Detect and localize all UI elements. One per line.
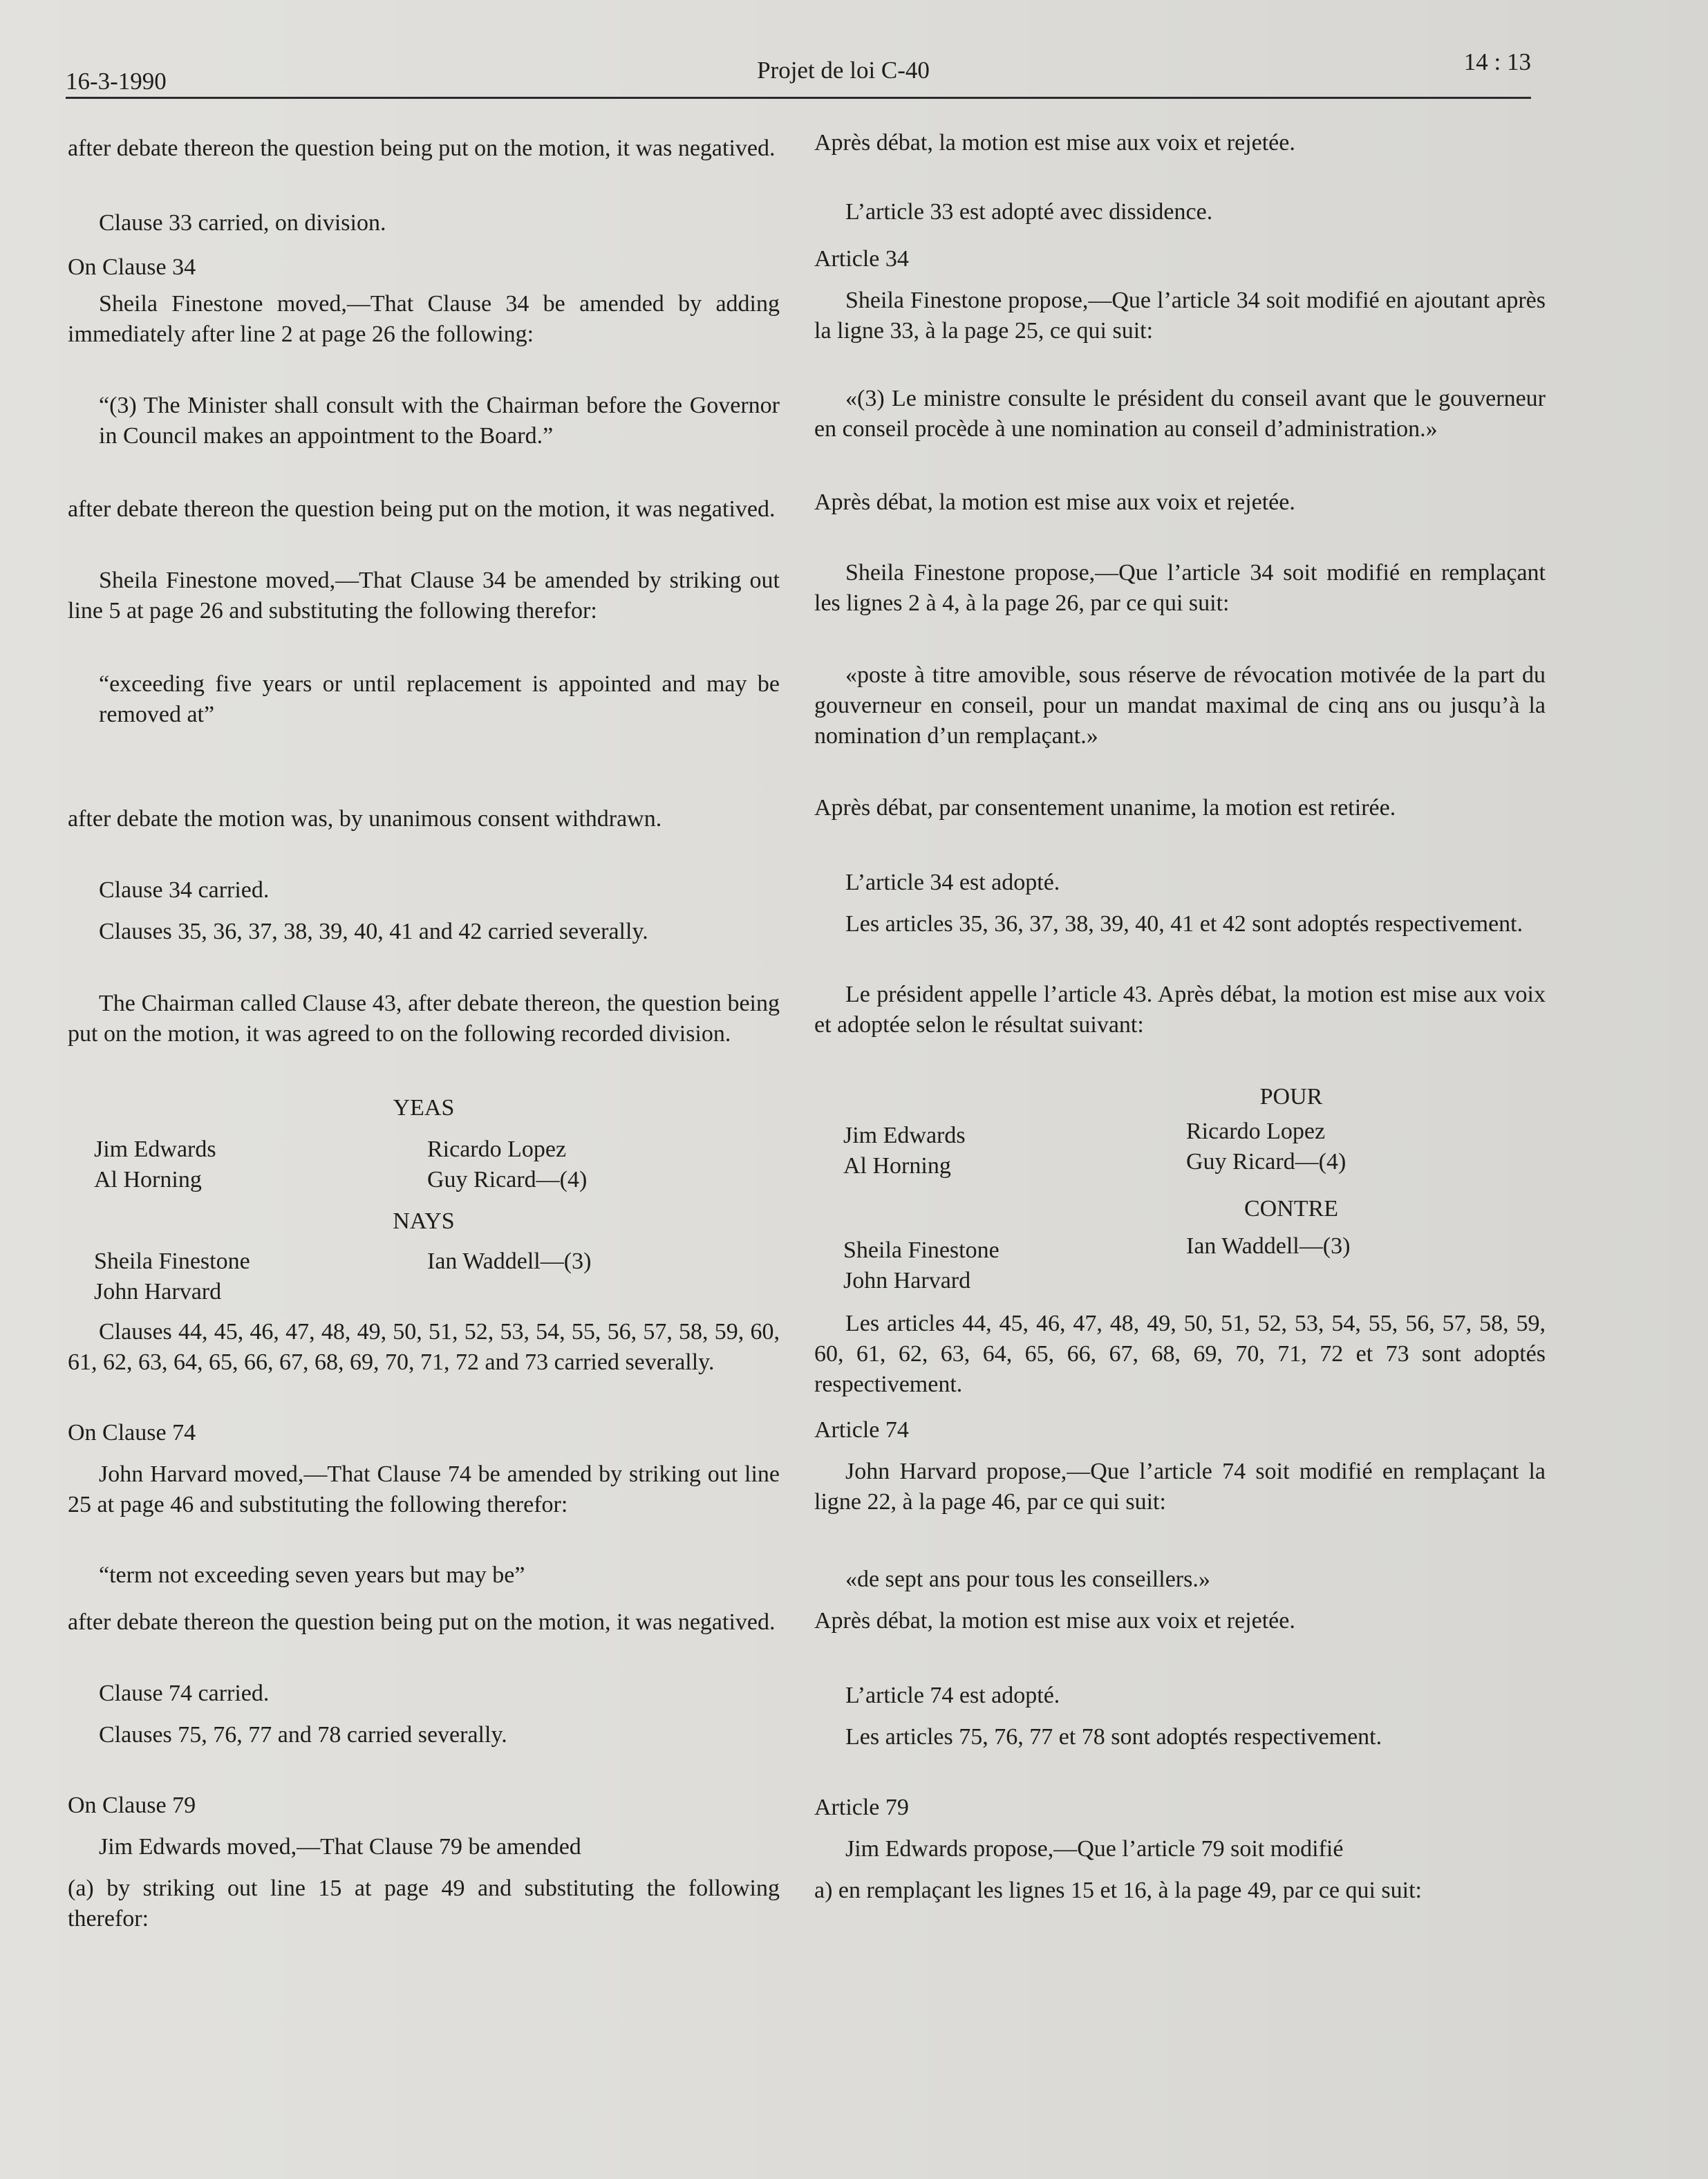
fr-paragraph: Le président appelle l’article 43. Après débat, la motion est mise aux voix et adoptée selon le résultat suivant:: [814, 982, 1546, 1038]
fr-heading: Article 34: [814, 246, 909, 272]
contre-heading: CONTRE: [1244, 1196, 1338, 1222]
voter-name: Guy Ricard—(4): [1186, 1149, 1346, 1175]
fr-heading: Article 74: [814, 1417, 909, 1443]
voter-name: Al Horning: [843, 1153, 951, 1179]
en-quote: “term not exceeding seven years but may be”: [99, 1562, 525, 1588]
voter-name: Ian Waddell—(3): [1186, 1233, 1351, 1259]
fr-paragraph: Après débat, la motion est mise aux voix et rejetée.: [814, 1608, 1295, 1634]
en-paragraph: Clause 33 carried, on division.: [99, 210, 386, 236]
en-paragraph: The Chairman called Clause 43, after debate thereon, the question being put on the motion, it was agreed to on the following recorded division.: [68, 991, 780, 1047]
en-paragraph: after debate thereon the question being put on the motion, it was negatived.: [68, 135, 776, 161]
fr-paragraph: Les articles 75, 76, 77 et 78 sont adoptés respectivement.: [845, 1724, 1382, 1750]
page-header: [66, 48, 1531, 99]
voter-name: John Harvard: [843, 1268, 971, 1293]
en-paragraph: after debate thereon the question being put on the motion, it was negatived.: [68, 1609, 776, 1635]
voter-name: John Harvard: [94, 1279, 222, 1304]
fr-paragraph: Les articles 35, 36, 37, 38, 39, 40, 41 et 42 sont adoptés respectivement.: [845, 911, 1523, 937]
voter-name: Guy Ricard—(4): [427, 1167, 588, 1193]
en-quote: “exceeding five years or until replacement is appointed and may be removed at”: [99, 671, 780, 727]
en-paragraph: Sheila Finestone moved,—That Clause 34 be amended by adding immediately after line 2 at page 26 the following:: [68, 291, 780, 347]
fr-paragraph: Après débat, la motion est mise aux voix et rejetée.: [814, 130, 1295, 156]
voter-name: Ricardo Lopez: [1186, 1119, 1326, 1144]
fr-paragraph: Les articles 44, 45, 46, 47, 48, 49, 50, 51, 52, 53, 54, 55, 56, 57, 58, 59, 60, 61, 62, 63, 64, 65, 66, 67, 68, 69, 70, 71, 72 et 73 sont adoptés respectivement.: [814, 1311, 1546, 1397]
voter-name: Sheila Finestone: [94, 1249, 250, 1274]
en-paragraph: Clauses 35, 36, 37, 38, 39, 40, 41 and 42 carried severally.: [99, 919, 648, 944]
nays-heading: NAYS: [393, 1208, 455, 1234]
pour-heading: POUR: [1259, 1084, 1323, 1110]
fr-heading: Article 79: [814, 1795, 909, 1820]
voter-name: Ricardo Lopez: [427, 1137, 567, 1162]
fr-paragraph: L’article 33 est adopté avec dissidence.: [845, 199, 1213, 225]
fr-paragraph: Sheila Finestone propose,—Que l’article 34 soit modifié en ajoutant après la ligne 33, à la page 25, ce qui suit:: [814, 288, 1546, 344]
en-paragraph: after debate the motion was, by unanimous consent withdrawn.: [68, 806, 662, 832]
fr-paragraph: L’article 74 est adopté.: [845, 1683, 1060, 1708]
fr-quote: «poste à titre amovible, sous réserve de révocation motivée de la part du gouverneur en conseil, pour un mandat maximal de cinq ans ou jusqu’à la nomination d’un remplaçant.»: [814, 662, 1546, 749]
fr-paragraph: Sheila Finestone propose,—Que l’article 34 soit modifié en remplaçant les lignes 2 à 4, à la page 26, par ce qui suit:: [814, 560, 1546, 616]
fr-paragraph: L’article 34 est adopté.: [845, 870, 1060, 895]
fr-paragraph: Jim Edwards propose,—Que l’article 79 soit modifié: [845, 1836, 1344, 1862]
fr-quote: «de sept ans pour tous les conseillers.»: [845, 1567, 1210, 1592]
fr-paragraph: a) en remplaçant les lignes 15 et 16, à la page 49, par ce qui suit:: [814, 1878, 1422, 1903]
fr-quote: «(3) Le ministre consulte le président du conseil avant que le gouverneur en conseil procède à une nomination au conseil d’administration.»: [814, 386, 1546, 442]
fr-paragraph: Après débat, par consentement unanime, la motion est retirée.: [814, 795, 1396, 821]
fr-paragraph: John Harvard propose,—Que l’article 74 soit modifié en remplaçant la ligne 22, à la page 46, par ce qui suit:: [814, 1459, 1546, 1515]
en-paragraph: John Harvard moved,—That Clause 74 be amended by striking out line 25 at page 46 and substituting the following therefor:: [68, 1461, 780, 1517]
voter-name: Ian Waddell—(3): [427, 1249, 592, 1274]
en-paragraph: Clauses 75, 76, 77 and 78 carried severally.: [99, 1722, 507, 1748]
en-quote: “(3) The Minister shall consult with the Chairman before the Governor in Council makes an appointment to the Board.”: [99, 393, 780, 449]
en-paragraph: after debate thereon the question being put on the motion, it was negatived.: [68, 496, 776, 522]
header-date: 16-3-1990: [66, 68, 167, 95]
header-page-number: 14 : 13: [1463, 48, 1531, 75]
en-paragraph: Sheila Finestone moved,—That Clause 34 be amended by striking out line 5 at page 26 and substituting the following therefor:: [68, 568, 780, 624]
voter-name: Sheila Finestone: [843, 1237, 1000, 1263]
voter-name: Jim Edwards: [94, 1137, 216, 1162]
en-heading: On Clause 79: [68, 1793, 196, 1818]
en-paragraph: Clauses 44, 45, 46, 47, 48, 49, 50, 51, 52, 53, 54, 55, 56, 57, 58, 59, 60, 61, 62, 63, 64, 65, 66, 67, 68, 69, 70, 71, 72 and 73 carried severally.: [68, 1319, 780, 1375]
voter-name: Al Horning: [94, 1167, 202, 1193]
yeas-heading: YEAS: [393, 1095, 455, 1121]
en-paragraph: Clause 34 carried.: [99, 877, 270, 903]
en-heading: On Clause 74: [68, 1420, 196, 1446]
en-paragraph: Jim Edwards moved,—That Clause 79 be amended: [99, 1834, 581, 1860]
fr-paragraph: Après débat, la motion est mise aux voix et rejetée.: [814, 489, 1295, 515]
header-title: Projet de loi C-40: [757, 57, 930, 84]
en-paragraph: (a) by striking out line 15 at page 49 and substituting the following therefor:: [68, 1876, 780, 1932]
en-heading: On Clause 34: [68, 254, 196, 280]
en-paragraph: Clause 74 carried.: [99, 1681, 270, 1706]
voter-name: Jim Edwards: [843, 1123, 966, 1148]
